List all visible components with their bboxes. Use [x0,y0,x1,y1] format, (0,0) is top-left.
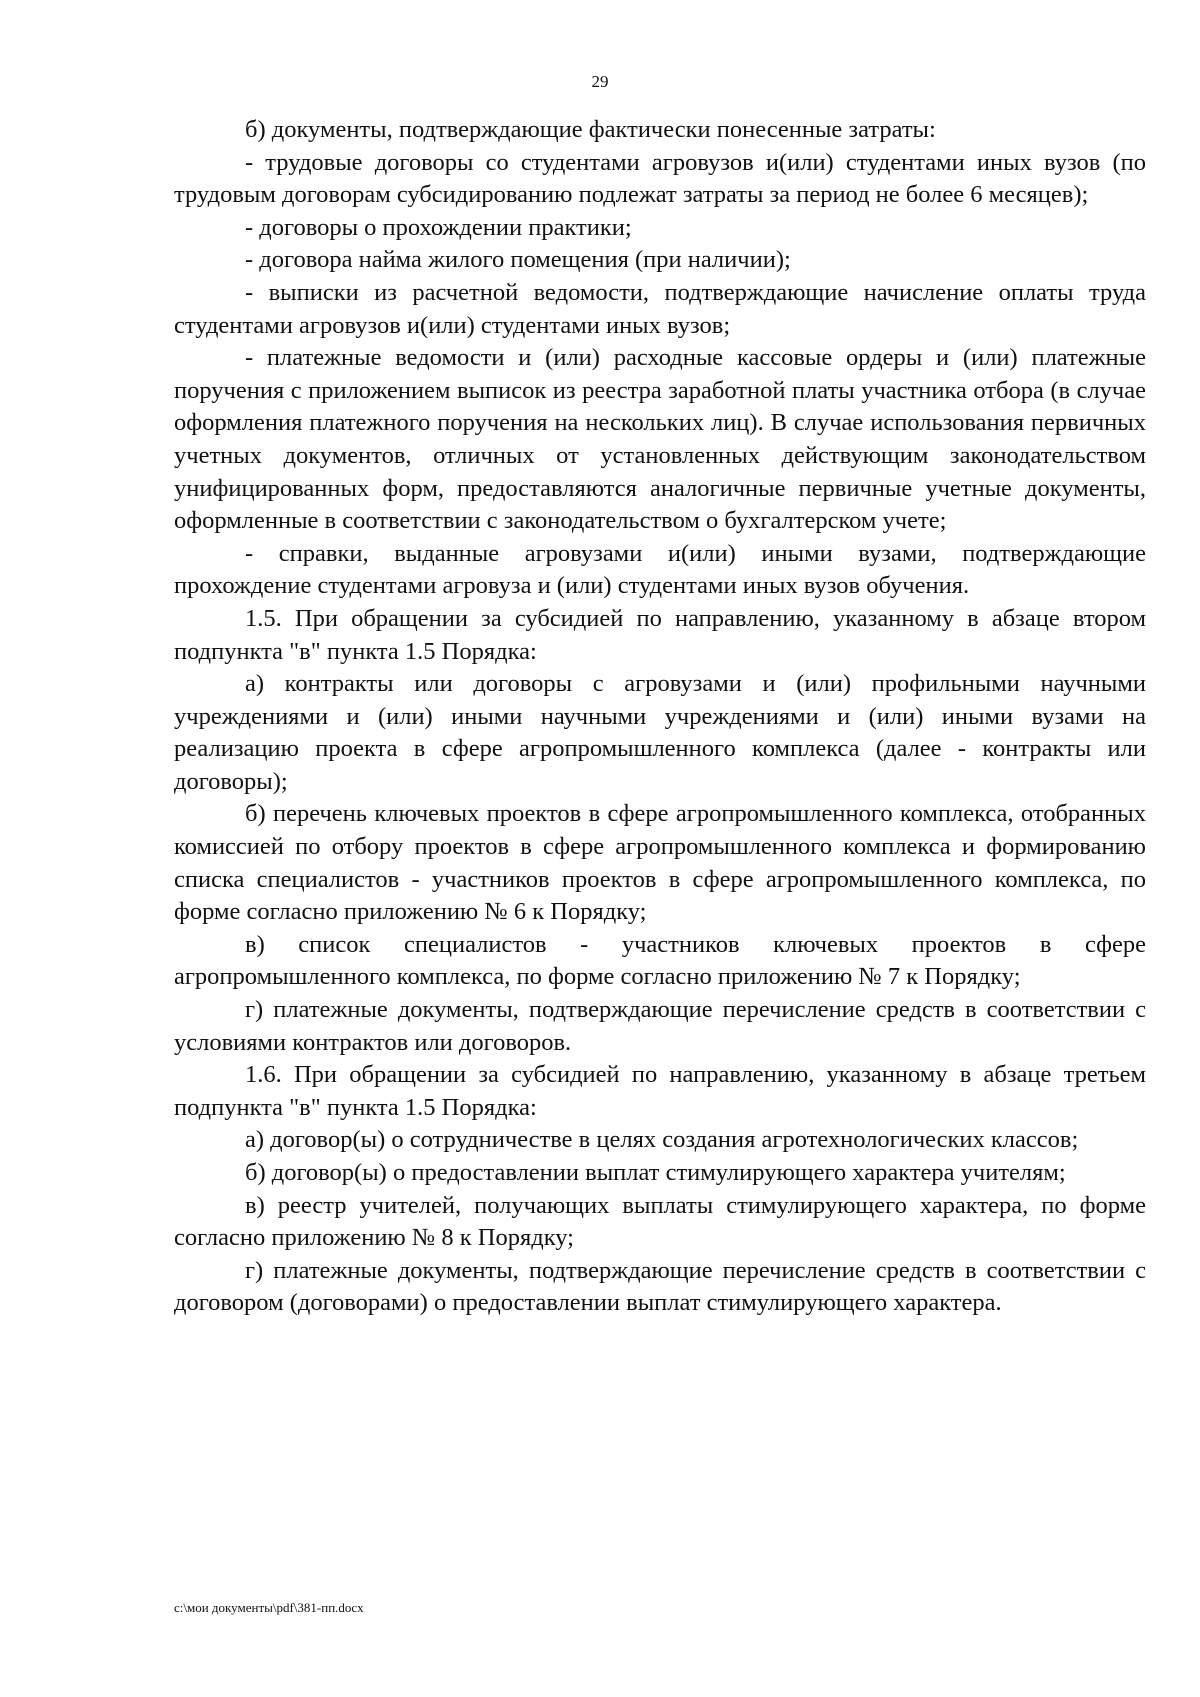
paragraph: 1.6. При обращении за субсидией по направлению, указанному в абзаце третьем подпункта "в" пункта 1.5 Порядка: [174,1061,1146,1121]
paragraph: - выписки из расчетной ведомости, подтверждающие начисление оплаты труда студентами агровузов и(или) студентами иных вузов; [174,278,1146,339]
paragraph: б) договор(ы) о предоставлении выплат стимулирующего характера учителям; [245,1159,1066,1186]
document-body [174,114,1146,1320]
paragraph: б) документы, подтверждающие фактически понесенные затраты: [245,116,936,143]
paragraph: 1.5. При обращении за субсидией по направлению, указанному в абзаце втором подпункта "в" пункта 1.5 Порядка: [174,604,1146,665]
paragraph: а) договор(ы) о сотрудничестве в целях создания агротехнологических классов; [245,1126,1079,1154]
file-path-footer: c:\мои документы\pdf\381-пп.docx [174,1600,364,1615]
paragraph: - договора найма жилого помещения (при наличии); [245,246,791,274]
paragraph: - договоры о прохождении практики; [245,213,632,241]
paragraph: - платежные ведомости и (или) расходные кассовые ордеры и (или) платежные поручения с приложением выписок из реестра заработной платы участника отбора (в случае оформления платежного поручения на нескольких лиц). В случае использования первичных учетных документов, отличных от установленных действующим законодательством унифицированных форм, предоставляются аналогичные первичные учетные документы, оформленные в соответствии с законодательством о бухгалтерском учете; [174,344,1146,535]
paragraph: в) список специалистов - участников ключевых проектов в сфере агропромышленного комплекса, по форме согласно приложению № 7 к Порядку; [174,930,1146,991]
paragraph: б) перечень ключевых проектов в сфере агропромышленного комплекса, отобранных комиссией по отбору проектов в сфере агропромышленного комплекса и формированию списка специалистов - участников проектов в сфере агропромышленного комплекса, по форме согласно приложению № 6 к Порядку; [174,800,1146,926]
paragraph: в) реестр учителей, получающих выплаты стимулирующего характера, по форме согласно приложению № 8 к Порядку; [174,1191,1146,1252]
paragraph: г) платежные документы, подтверждающие перечисление средств в соответствии с договором (договорами) о предоставлении выплат стимулирующего характера. [174,1256,1146,1317]
page-number: 29 [591,72,609,91]
paragraph: г) платежные документы, подтверждающие перечисление средств в соответствии с условиями контрактов или договоров. [174,996,1146,1056]
paragraph: - справки, выданные агровузами и(или) иными вузами, подтверждающие прохождение студентами агровуза и (или) студентами иных вузов обучения. [174,539,1146,600]
paragraph: а) контракты или договоры с агровузами и (или) профильными научными учреждениями и (или) иными научными учреждениями и (или) иными вузами на реализацию проекта в сфере агропромышленного комплекса (далее - контракты или договоры); [174,670,1146,795]
paragraph: - трудовые договоры со студентами агровузов и(или) студентами иных вузов (по трудовым договорам субсидированию подлежат затраты за период не более 6 месяцев); [174,148,1146,209]
